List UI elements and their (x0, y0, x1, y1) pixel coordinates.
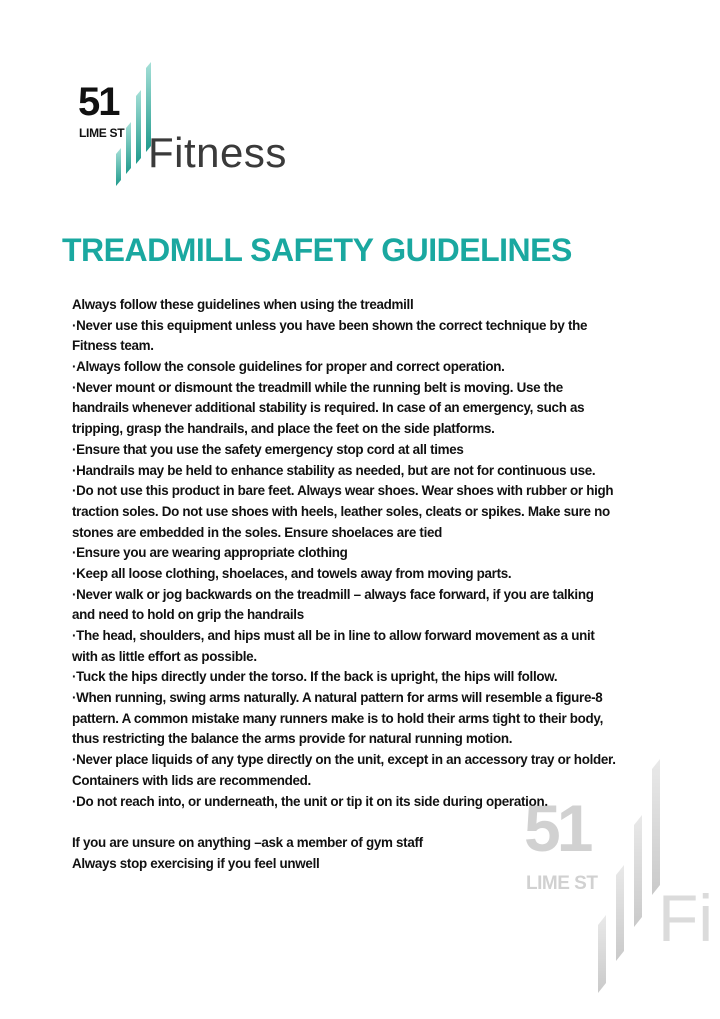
guideline-line: ·When running, swing arms naturally. A natural pattern for arms will resemble a figure-8 (72, 690, 603, 706)
logo-street: LIME ST (79, 126, 125, 140)
watermark-logo (520, 755, 720, 1015)
guideline-line: ·Tuck the hips directly under the torso. If the back is upright, the hips will follow. (72, 669, 558, 685)
guideline-line: Containers with lids are recommended. (72, 772, 311, 788)
guideline-line: ·Never walk or jog backwards on the treadmill – always face forward, if you are talking (72, 586, 594, 602)
guideline-line: ·Keep all loose clothing, shoelaces, and towels away from moving parts. (72, 565, 512, 581)
guideline-line: pattern. A common mistake many runners make is to hold their arms tight to their body, (72, 710, 604, 726)
page-title: TREADMILL SAFETY GUIDELINES (62, 232, 572, 268)
watermark-street: LIME ST (526, 873, 598, 894)
guideline-line: ·Do not use this product in bare feet. Always wear shoes. Wear shoes with rubber or high (72, 483, 614, 499)
guideline-line: stones are embedded in the soles. Ensure shoelaces are tied (72, 524, 443, 540)
footer-line: If you are unsure on anything –ask a member of gym staff (72, 834, 423, 850)
guideline-line: tripping, grasp the handrails, and place the feet on the side platforms. (72, 421, 495, 437)
guideline-line: ·The head, shoulders, and hips must all be in line to allow forward movement as a unit (72, 628, 595, 643)
guideline-lines (72, 295, 647, 812)
guideline-line: Always follow these guidelines when using the treadmill (72, 297, 414, 312)
guideline-line: and need to hold on grip the handrails (72, 607, 304, 623)
logo-wordmark: Fitness (148, 129, 287, 176)
guideline-line: ·Never mount or dismount the treadmill while the running belt is moving. Use the (72, 379, 563, 395)
guideline-line: ·Ensure you are wearing appropriate clothing (72, 545, 348, 561)
guideline-line: Fitness team. (72, 338, 154, 354)
watermark-wordmark: Fi (658, 881, 713, 955)
guideline-line: ·Ensure that you use the safety emergency stop cord at all times (72, 441, 464, 457)
brand-logo (78, 60, 308, 195)
logo-number: 51 (78, 80, 119, 124)
guideline-line: traction soles. Do not use shoes with heels, leather soles, cleats or spikes. Make sure no (72, 503, 610, 519)
guideline-line: ·Handrails may be held to enhance stability as needed, but are not for continuous use. (72, 462, 596, 478)
guideline-line: ·Always follow the console guidelines for proper and correct operation. (72, 359, 505, 375)
footer-line: Always stop exercising if you feel unwell (72, 855, 320, 871)
guideline-line: handrails whenever additional stability is required. In case of an emergency, such as (72, 400, 585, 416)
guideline-line: thus restricting the balance the arms provide for natural running motion. (72, 731, 513, 747)
guideline-line: ·Never use this equipment unless you have been shown the correct technique by the (72, 317, 588, 333)
guideline-line: ·Do not reach into, or underneath, the unit or tip it on its side during operation. (72, 793, 548, 809)
guideline-line: ·Never place liquids of any type directly on the unit, except in an accessory tray or holder. (72, 752, 616, 768)
watermark-number: 51 (524, 791, 590, 865)
guideline-line: with as little effort as possible. (72, 648, 257, 664)
